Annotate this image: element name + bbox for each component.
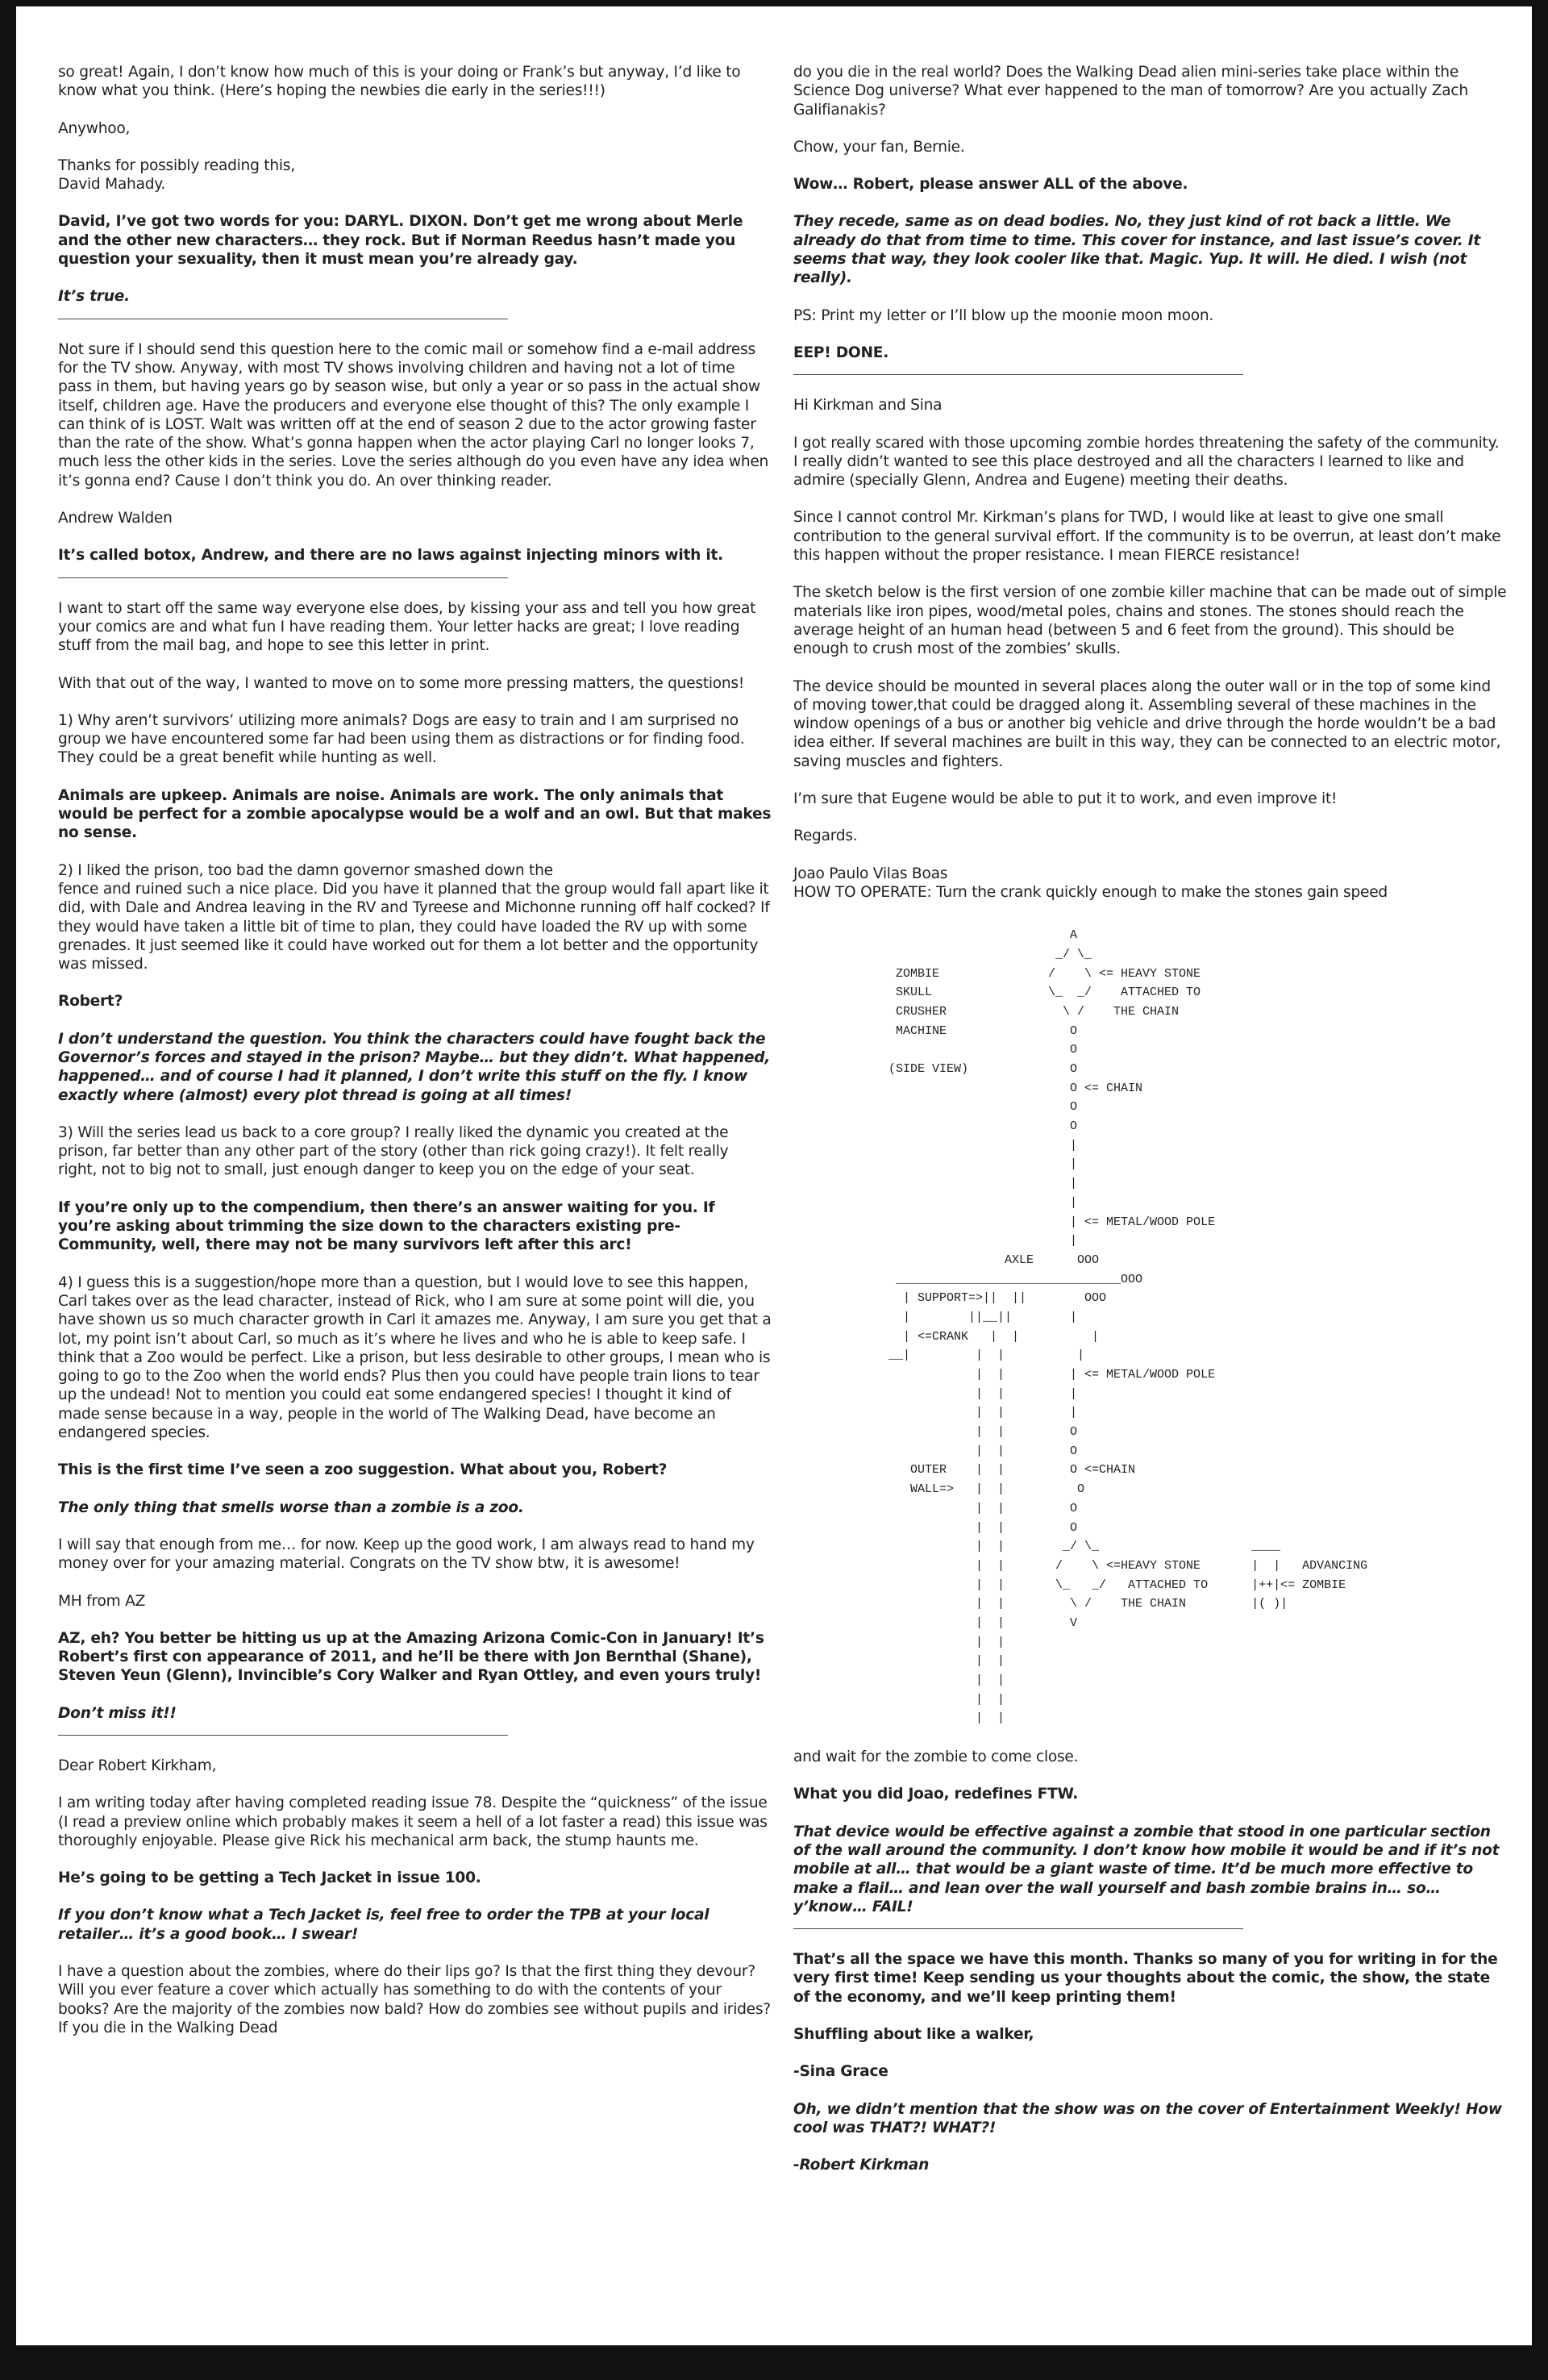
diagram-line: | <= METAL/WOOD POLE: [888, 1215, 1216, 1229]
reader-letter-paragraph: and wait for the zombie to come close.: [793, 1749, 1079, 1766]
editor-reply-paragraph: AZ, eh? You better be hitting us up at the Amazing Arizona Comic-Con in January! It’s Robert’s first con appearance of 2011, and he’ll be there with Jon Bernthal (Shane), Steven Yeun (Glenn), Invincible’s Cory Walker and Ryan Ottley, and even yours truly!: [58, 1629, 764, 1685]
diagram-line: |: [888, 1138, 1078, 1152]
reader-letter-paragraph: so great! Again, I don’t know how much of this is your doing or Frank’s but anyway, I’d like to know what you think. (Here’s hoping the newbies die early in the series!!!): [58, 64, 741, 100]
editor-reply-paragraph: I don’t understand the question. You think the characters could have fought back the Governor’s forces and stayed in the prison? Maybe… but they didn’t. What happened, happened… and of course I had it planned, I don’t write this stuff on the fly. I know exactly where (almost) every plot thread is going at all times!: [58, 1030, 771, 1104]
diagram-line: SKULL \_ _/ ATTACHED TO: [888, 986, 1201, 1000]
reader-letter-paragraph: I have a question about the zombies, where do their lips go? Is that the first thing they devour? Will you ever feature a cover which actually has something to do with the contents of your books? Are the majority of the zombies now bald? How do zombies see without pupils and irides? If you die in the Walking Dead: [58, 1963, 771, 2036]
diagram-line: CRUSHER \ / THE CHAIN: [888, 1004, 1180, 1019]
diagram-line: | |: [888, 1674, 1005, 1688]
diagram-line: | |: [888, 1711, 1005, 1726]
section-divider: [793, 1928, 1243, 1929]
reader-letter-paragraph: Not sure if I should send this question here to the comic mail or somehow find a e-mail address for the TV show. Anyway, with most TV shows involving children and having not a lot of time pass in them, but having years go by season wise, but only a year or so pass in the actual show itself, children age. Have the producers and everyone else thought of this? The only example I can think of is LOST. Walt was written off at the end of season 2 due to the actor growing faster than the rate of the show. What’s gonna happen when the actor playing Carl no longer looks 7, much less the other kids in the series. Love the series although do you even have any idea when it’s gonna end? Cause I don’t think you do. An over thinking reader.: [58, 340, 769, 490]
diagram-line: A: [888, 928, 1078, 943]
right-column-top: [793, 63, 1507, 902]
reader-letter-paragraph: Joao Paulo Vilas Boas HOW TO OPERATE: Turn the crank quickly enough to make the stones gain speed: [793, 865, 1388, 901]
zombie-skull-crusher-diagram: [888, 926, 1507, 1728]
editor-reply-paragraph: That’s all the space we have this month. Thanks so many of you for writing in for the very first time! Keep sending us your thoughts about the comic, the show, the state of the economy, and we’ll keep printing them!: [793, 1951, 1498, 2006]
diagram-line: _______________________________OOO: [888, 1272, 1143, 1286]
editor-reply-paragraph: They recede, same as on dead bodies. No, they just kind of rot back a little. We already do that from time to time. This cover for instance, and last issue’s cover. It seems that way, they look cooler like that. Magic. Yup. It will. He died. I wish (not really).: [793, 213, 1481, 287]
reader-letter-paragraph: Andrew Walden: [58, 510, 173, 527]
reader-letter-paragraph: Dear Robert Kirkham,: [58, 1757, 217, 1774]
diagram-line: __| | | |: [888, 1348, 1085, 1363]
diagram-line: | | |: [888, 1386, 1078, 1401]
diagram-line: | | \ / THE CHAIN |( )|: [888, 1597, 1288, 1611]
right-column: [793, 63, 1507, 2194]
diagram-line: | | O: [888, 1501, 1078, 1515]
editor-reply-paragraph: What you did Joao, redefines FTW.: [793, 1786, 1079, 1803]
diagram-line: | | |: [888, 1406, 1078, 1420]
diagram-line: | | / \ <=HEAVY STONE | | ADVANCING: [888, 1558, 1368, 1573]
diagram-line: O: [888, 1043, 1078, 1057]
editor-reply-paragraph: He’s going to be getting a Tech Jacket in issue 100.: [58, 1869, 481, 1887]
editor-reply-paragraph: EEP! DONE.: [793, 344, 889, 361]
reader-letter-paragraph: Anywhoo,: [58, 119, 131, 137]
reader-letter-paragraph: The device should be mounted in several places along the outer wall or in the top of some kind of moving tower,that could be dragged along it. Assembling several of these machines in the window openings of a bus or another big vehicle and drive through the horde wouldn’t be a bad idea either. If several machines are built in this way, they can be connected to an electric motor, saving muscles and fighters.: [793, 677, 1501, 770]
diagram-line: MACHINE O: [888, 1023, 1078, 1038]
reader-letter-paragraph: With that out of the way, I wanted to move on to some more pressing matters, the questions!: [58, 674, 745, 692]
editor-reply-paragraph: -Robert Kirkman: [793, 2157, 930, 2174]
editor-reply-paragraph: If you’re only up to the compendium, then there’s an answer waiting for you. If you’re asking about trimming the size down to the characters existing pre-Community, well, there may not be many survivors left after this arc!: [58, 1198, 715, 1254]
diagram-line: | |: [888, 1635, 1005, 1649]
reader-letter-paragraph: I’m sure that Eugene would be able to put it to work, and even improve it!: [793, 790, 1338, 808]
diagram-line: O <= CHAIN: [888, 1081, 1143, 1095]
diagram-line: | | _/ \_ ____: [888, 1540, 1281, 1554]
diagram-line: | | \_ _/ ATTACHED TO |++|<= ZOMBIE: [888, 1578, 1346, 1592]
diagram-line: ZOMBIE / \ <= HEAVY STONE: [888, 966, 1201, 981]
reader-letter-paragraph: 2) I liked the prison, too bad the damn governor smashed down the fence and ruined such a nice place. Did you have it planned that the group would fall apart like it did, with Dale and Andrea leaving in the RV and Tyreese and Michonne running off half cocked? If they would have taken a little bit of time to plan, they could have loaded the RV up with some grenades. It just seemed like it could have worked out for them a lot better and the opportunity was missed.: [58, 861, 770, 973]
reader-letter-paragraph: I want to start off the same way everyone else does, by kissing your ass and tell you how great your comics are and what fun I have reading them. Your letter hacks are great; I love reading stuff from the mail bag, and hope to see this letter in print.: [58, 599, 756, 655]
editor-reply-paragraph: Oh, we didn’t mention that the show was on the cover of Entertainment Weekly! How cool was THAT?! WHAT?!: [793, 2100, 1502, 2136]
reader-letter-paragraph: Chow, your fan, Bernie.: [793, 138, 965, 156]
reader-letter-paragraph: 4) I guess this is a suggestion/hope more than a question, but I would love to see this happen, Carl takes over as the lead character, instead of Rick, who I am sure at some point will die, you have shown us so much character growth in Carl it amazes me. Anyway, I am sure you get that a lot, my point isn’t about Carl, so much as it’s where he lives and who he is able to keep safe. I think that a Zoo would be perfect. Like a prison, but less desirable to other groups, I mean who is going to go to the Zoo when the world ends? Plus then you could have people train lions to tear up the undead! Not to mention you could eat some endangered species! I thought it kind of made sense because in a way, people in the world of The Walking Dead, have become an endangered species.: [58, 1273, 772, 1442]
editor-reply-paragraph: David, I’ve got two words for you: DARYL. DIXON. Don’t get me wrong about Merle and the other new characters… they rock. But if Norman Reedus hasn’t made you question your sexuality, then it must mean you’re already gay.: [58, 213, 743, 269]
diagram-line: _/ \_: [888, 947, 1092, 961]
diagram-line: |: [888, 1234, 1078, 1248]
editor-reply-paragraph: Don’t miss it!!: [58, 1704, 177, 1722]
section-divider: [58, 1735, 508, 1736]
reader-letter-paragraph: I am writing today after having completed reading issue 78. Despite the “quickness” of the issue (I read a preview online which probably makes it seem a hell of a lot faster a read) this issue was thoroughly enjoyable. Please give Rick his mechanical arm back, the stump haunts me.: [58, 1794, 768, 1849]
reader-letter-paragraph: Since I cannot control Mr. Kirkman’s plans for TWD, I would like at least to give one small contribution to the general survival effort. If the community is to be overrun, at least don’t make this happen without the proper resistance. I mean FIERCE resistance!: [793, 509, 1501, 565]
editor-reply-paragraph: This is the first time I’ve seen a zoo suggestion. What about you, Robert?: [58, 1461, 668, 1479]
diagram-line: O: [888, 1119, 1078, 1134]
reader-letter-paragraph: Thanks for possibly reading this, David Mahady.: [58, 156, 295, 194]
diagram-line: O: [888, 1100, 1078, 1115]
editor-reply-paragraph: It’s called botox, Andrew, and there are no laws against injecting minors with it.: [58, 547, 723, 565]
diagram-line: |: [888, 1195, 1078, 1210]
diagram-line: | |: [888, 1692, 1005, 1707]
editor-reply-paragraph: That device would be effective against a zombie that stood in one particular section of the wall around the community. I don’t know how mobile it would be and if it’s not mobile at all… that would be a giant waste of time. It’d be much more effective to make a flail… and lean over the wall yourself and bash zombie brains in… so… y’know… FAIL!: [793, 1823, 1500, 1915]
reader-letter-paragraph: The sketch below is the first version of one zombie killer machine that can be made out of simple materials like iron pipes, wood/metal poles, chains and stones. The stones should reach the average height of an human head (between 5 and 6 feet from the ground). This should be enough to crush most of the zombies’ skulls.: [793, 584, 1507, 658]
reader-letter-paragraph: do you die in the real world? Does the Walking Dead alien mini-series take place within the Science Dog universe? What ever happened to the man of tomorrow? Are you actually Zach Galifianakis?: [793, 64, 1468, 119]
diagram-line: |: [888, 1177, 1078, 1191]
diagram-line: | | O: [888, 1520, 1078, 1535]
reader-letter-paragraph: I got really scared with those upcoming zombie hordes threatening the safety of the community. I really didn’t wanted to see this place destroyed and all the characters I learned to like and admire (specially Glenn, Andrea and Eugene) meeting their deaths.: [793, 434, 1500, 490]
section-divider: [793, 374, 1243, 375]
diagram-line: | |: [888, 1654, 1005, 1669]
reader-letter-paragraph: 1) Why aren’t survivors’ utilizing more animals? Dogs are easy to train and I am surprised no group we have encountered some far had been using them as distractions or for finding food. They could be a great benefit while hunting as well.: [58, 711, 745, 767]
diagram-line: | | O: [888, 1444, 1078, 1458]
diagram-line: |: [888, 1157, 1078, 1172]
diagram-line: | <=CRANK | | |: [888, 1329, 1100, 1344]
letters-page: [16, 6, 1532, 2345]
editor-reply-paragraph: Robert?: [58, 993, 123, 1011]
reader-letter-paragraph: I will say that enough from me… for now. Keep up the good work, I am always read to hand my money over for your amazing material. Congrats on the TV show btw, it is awesome!: [58, 1536, 755, 1573]
reader-letter-paragraph: MH from AZ: [58, 1592, 146, 1610]
editor-reply-paragraph: Shuffling about like a walker,: [793, 2026, 1034, 2044]
reader-letter-paragraph: Hi Kirkman and Sina: [793, 397, 943, 415]
diagram-line: | SUPPORT=>|| || OOO: [888, 1291, 1107, 1306]
editor-reply-paragraph: Wow… Robert, please answer ALL of the above.: [793, 176, 1188, 194]
diagram-line: | | V: [888, 1615, 1078, 1630]
section-divider: [58, 577, 508, 578]
editor-reply-paragraph: -Sina Grace: [793, 2063, 888, 2081]
editor-reply-paragraph: If you don’t know what a Tech Jacket is, feel free to order the TPB at your local retailer… it’s a good book… I swear!: [58, 1907, 710, 1943]
left-column: [58, 63, 772, 2056]
reader-letter-paragraph: 3) Will the series lead us back to a core group? I really liked the dynamic you created at the prison, far better than any other part of the story (other than rick going crazy!). It felt really right, not to big not to small, just enough danger to keep you on the edge of your seat.: [58, 1123, 729, 1179]
diagram-line: | | | <= METAL/WOOD POLE: [888, 1368, 1216, 1382]
editor-reply-paragraph: Animals are upkeep. Animals are noise. Animals are work. The only animals that would be perfect for a zombie apocalypse would be a wolf and an owl. But that makes no sense.: [58, 786, 772, 842]
reader-letter-paragraph: Regards.: [793, 827, 858, 845]
editor-reply-paragraph: It’s true.: [58, 288, 130, 306]
diagram-line: (SIDE VIEW) O: [888, 1062, 1078, 1077]
diagram-line: | ||__|| |: [888, 1310, 1078, 1324]
diagram-line: AXLE OOO: [888, 1253, 1100, 1267]
diagram-line: OUTER | | O <=CHAIN: [888, 1463, 1136, 1478]
diagram-line: WALL=> | | O: [888, 1482, 1085, 1497]
right-column-bottom: [793, 1748, 1507, 2174]
reader-letter-paragraph: PS: Print my letter or I’ll blow up the moonie moon moon.: [793, 306, 1214, 324]
editor-reply-paragraph: The only thing that smells worse than a zombie is a zoo.: [58, 1498, 524, 1516]
diagram-line: | | O: [888, 1425, 1078, 1440]
